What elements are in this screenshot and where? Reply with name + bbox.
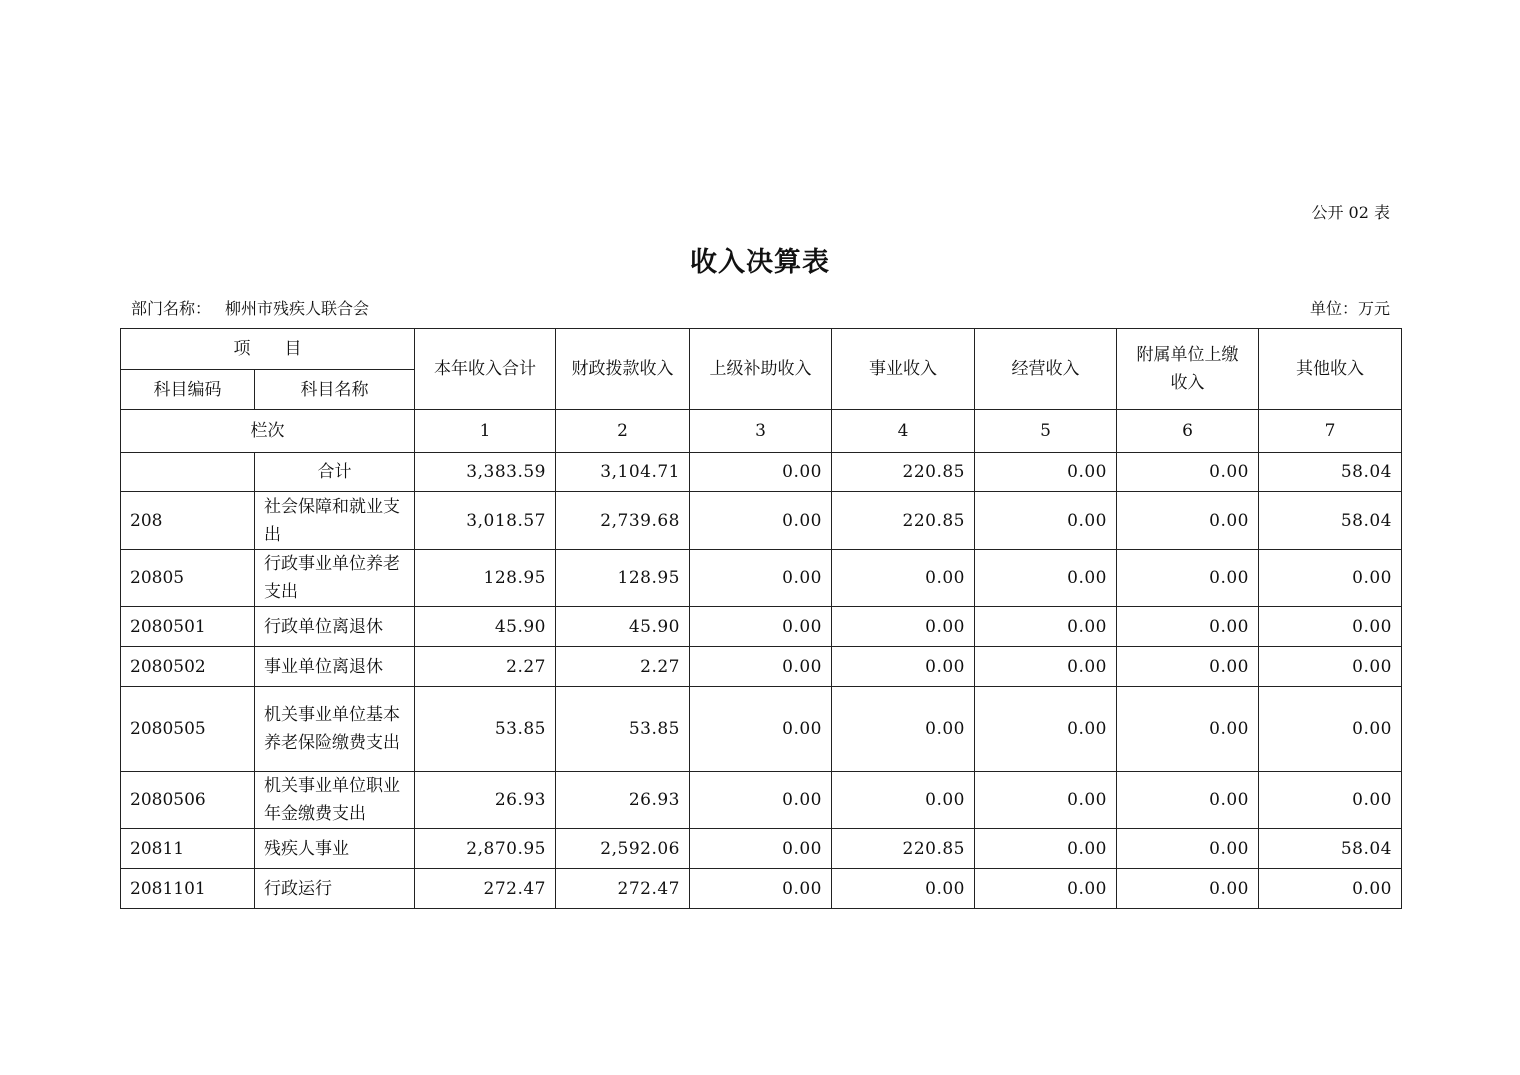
row-value: 0.00 bbox=[1259, 607, 1402, 647]
row-name: 残疾人事业 bbox=[255, 829, 415, 869]
table-row bbox=[121, 492, 1402, 550]
row-value: 0.00 bbox=[690, 492, 832, 550]
index-cell: 2 bbox=[556, 410, 690, 453]
row-value: 0.00 bbox=[1259, 687, 1402, 772]
row-value: 0.00 bbox=[690, 550, 832, 607]
row-code: 2080506 bbox=[121, 772, 255, 829]
row-value: 3,018.57 bbox=[415, 492, 556, 550]
row-value: 0.00 bbox=[690, 772, 832, 829]
row-value: 0.00 bbox=[975, 829, 1117, 869]
page-title: 收入决算表 bbox=[690, 247, 830, 278]
header-project: 项 目 bbox=[121, 329, 415, 370]
header-business: 事业收入 bbox=[832, 329, 975, 410]
row-value: 0.00 bbox=[832, 869, 975, 909]
row-value: 26.93 bbox=[556, 772, 690, 829]
index-label: 栏次 bbox=[121, 410, 415, 453]
row-value: 0.00 bbox=[1117, 687, 1259, 772]
row-value: 220.85 bbox=[832, 453, 975, 492]
table-row bbox=[121, 453, 1402, 492]
row-value: 0.00 bbox=[975, 550, 1117, 607]
row-value: 0.00 bbox=[975, 869, 1117, 909]
header-fiscal: 财政拨款收入 bbox=[556, 329, 690, 410]
header-code: 科目编码 bbox=[121, 370, 255, 410]
row-code: 208 bbox=[121, 492, 255, 550]
row-value: 272.47 bbox=[415, 869, 556, 909]
table-row bbox=[121, 687, 1402, 772]
row-code bbox=[121, 453, 255, 492]
row-value: 0.00 bbox=[832, 647, 975, 687]
row-value: 0.00 bbox=[832, 550, 975, 607]
row-name: 社会保障和就业支出 bbox=[255, 492, 415, 550]
row-name: 行政事业单位养老支出 bbox=[255, 550, 415, 607]
form-number: 公开 02 表 bbox=[1311, 203, 1390, 222]
row-value: 0.00 bbox=[690, 829, 832, 869]
header-name: 科目名称 bbox=[255, 370, 415, 410]
table-row bbox=[121, 869, 1402, 909]
row-value: 0.00 bbox=[975, 492, 1117, 550]
table-row bbox=[121, 772, 1402, 829]
index-cell: 4 bbox=[832, 410, 975, 453]
row-name: 事业单位离退休 bbox=[255, 647, 415, 687]
row-value: 45.90 bbox=[415, 607, 556, 647]
row-value: 0.00 bbox=[1259, 550, 1402, 607]
row-value: 26.93 bbox=[415, 772, 556, 829]
index-cell: 5 bbox=[975, 410, 1117, 453]
row-value: 0.00 bbox=[832, 687, 975, 772]
row-value: 0.00 bbox=[690, 607, 832, 647]
row-value: 0.00 bbox=[690, 869, 832, 909]
unit-label: 单位：万元 bbox=[1309, 299, 1390, 318]
row-code: 2080505 bbox=[121, 687, 255, 772]
row-value: 0.00 bbox=[1117, 647, 1259, 687]
row-value: 0.00 bbox=[1259, 772, 1402, 829]
row-value: 128.95 bbox=[556, 550, 690, 607]
row-value: 2.27 bbox=[556, 647, 690, 687]
header-superior: 上级补助收入 bbox=[690, 329, 832, 410]
header-affiliate: 附属单位上缴收入 bbox=[1117, 329, 1259, 410]
row-value: 53.85 bbox=[415, 687, 556, 772]
index-cell: 1 bbox=[415, 410, 556, 453]
department-label: 部门名称： bbox=[131, 299, 212, 318]
row-value: 3,104.71 bbox=[556, 453, 690, 492]
row-value: 58.04 bbox=[1259, 453, 1402, 492]
row-value: 220.85 bbox=[832, 492, 975, 550]
row-value: 0.00 bbox=[1117, 869, 1259, 909]
row-name: 机关事业单位基本养老保险缴费支出 bbox=[255, 687, 415, 772]
row-code: 20811 bbox=[121, 829, 255, 869]
index-cell: 6 bbox=[1117, 410, 1259, 453]
row-value: 0.00 bbox=[1259, 869, 1402, 909]
row-value: 45.90 bbox=[556, 607, 690, 647]
row-value: 0.00 bbox=[690, 687, 832, 772]
row-value: 2,870.95 bbox=[415, 829, 556, 869]
row-value: 0.00 bbox=[1117, 772, 1259, 829]
row-value: 128.95 bbox=[415, 550, 556, 607]
row-name: 机关事业单位职业年金缴费支出 bbox=[255, 772, 415, 829]
table-row bbox=[121, 607, 1402, 647]
row-value: 0.00 bbox=[975, 687, 1117, 772]
row-value: 0.00 bbox=[975, 607, 1117, 647]
row-value: 0.00 bbox=[832, 772, 975, 829]
header-row bbox=[121, 329, 1402, 370]
header-other: 其他收入 bbox=[1259, 329, 1402, 410]
row-value: 2.27 bbox=[415, 647, 556, 687]
row-value: 0.00 bbox=[975, 772, 1117, 829]
table-row bbox=[121, 829, 1402, 869]
row-code: 2081101 bbox=[121, 869, 255, 909]
department-line bbox=[131, 296, 369, 319]
row-value: 0.00 bbox=[1117, 829, 1259, 869]
row-name: 行政运行 bbox=[255, 869, 415, 909]
row-value: 272.47 bbox=[556, 869, 690, 909]
table-row bbox=[121, 647, 1402, 687]
row-value: 0.00 bbox=[1117, 550, 1259, 607]
row-value: 0.00 bbox=[1259, 647, 1402, 687]
row-value: 0.00 bbox=[832, 607, 975, 647]
index-row bbox=[121, 410, 1402, 453]
row-value: 2,592.06 bbox=[556, 829, 690, 869]
row-value: 58.04 bbox=[1259, 492, 1402, 550]
index-cell: 7 bbox=[1259, 410, 1402, 453]
row-code: 2080501 bbox=[121, 607, 255, 647]
header-total: 本年收入合计 bbox=[415, 329, 556, 410]
income-final-accounts-table bbox=[120, 328, 1402, 909]
row-name: 合计 bbox=[255, 453, 415, 492]
row-value: 0.00 bbox=[1117, 453, 1259, 492]
department-name: 柳州市残疾人联合会 bbox=[225, 299, 370, 318]
row-value: 0.00 bbox=[1117, 492, 1259, 550]
row-value: 0.00 bbox=[975, 453, 1117, 492]
row-value: 220.85 bbox=[832, 829, 975, 869]
row-value: 0.00 bbox=[690, 453, 832, 492]
row-value: 3,383.59 bbox=[415, 453, 556, 492]
row-value: 0.00 bbox=[975, 647, 1117, 687]
table-row bbox=[121, 550, 1402, 607]
row-value: 0.00 bbox=[1117, 607, 1259, 647]
row-value: 0.00 bbox=[690, 647, 832, 687]
row-value: 53.85 bbox=[556, 687, 690, 772]
row-code: 20805 bbox=[121, 550, 255, 607]
header-operating: 经营收入 bbox=[975, 329, 1117, 410]
row-code: 2080502 bbox=[121, 647, 255, 687]
index-cell: 3 bbox=[690, 410, 832, 453]
row-value: 2,739.68 bbox=[556, 492, 690, 550]
row-value: 58.04 bbox=[1259, 829, 1402, 869]
row-name: 行政单位离退休 bbox=[255, 607, 415, 647]
